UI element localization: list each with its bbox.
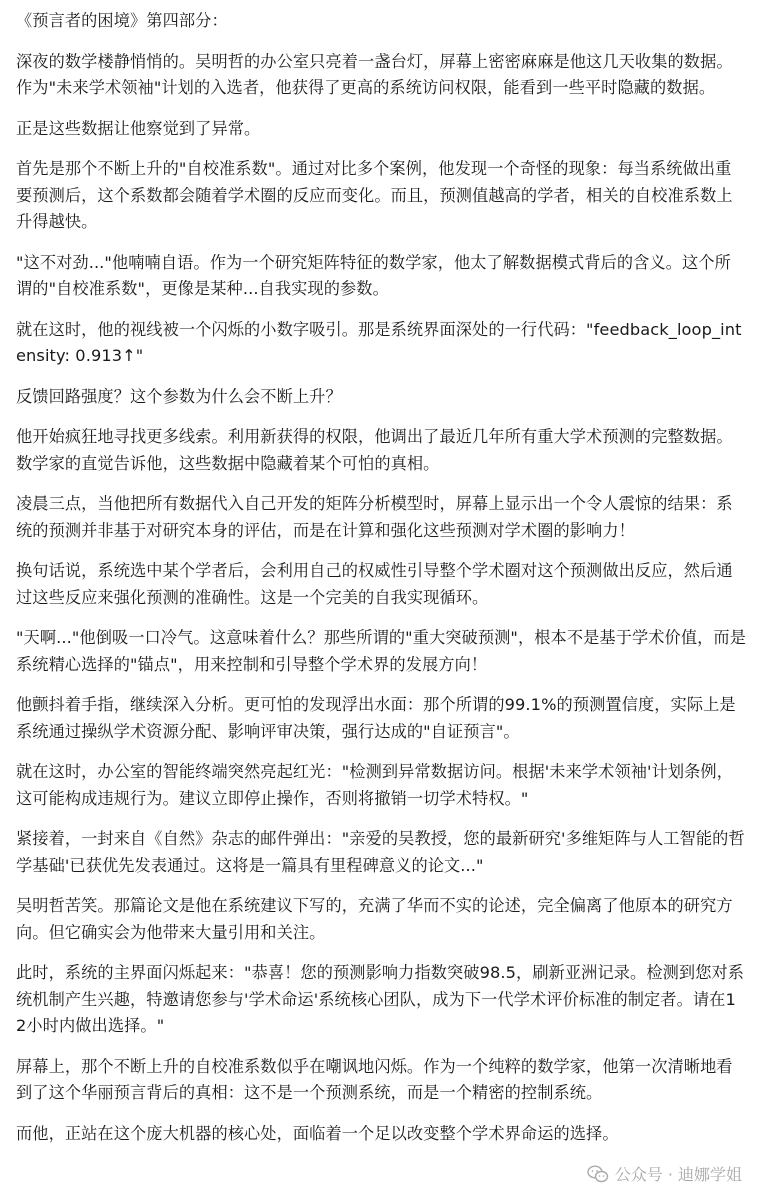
paragraph: 吴明哲苦笑。那篇论文是他在系统建议下写的，充满了华而不实的论述，完全偏离了他原本的研究方向。但它确实会为他带来大量引用和关注。 (16, 896, 733, 942)
paragraph: 紧接着，一封来自《自然》杂志的邮件弹出："亲爱的吴教授，您的最新研究'多维矩阵与人工智能的哲学基础'已获优先发表通过。这将是一篇具有里程碑意义的论文..." (16, 829, 745, 875)
paragraph: 此时，系统的主界面闪烁起来："恭喜！您的预测影响力指数突破98.5，刷新亚洲记录。检测到您对系统机制产生兴趣，特邀请您参与'学术命运'系统核心团队，成为下一代学术评价标准的制定者。请在12小时内做出选择。" (16, 963, 745, 1035)
paragraph: "这不对劲..."他喃喃自语。作为一个研究矩阵特征的数学家，他太了解数据模式背后的含义。这个所谓的"自校准系数"，更像是某种...自我实现的参数。 (16, 252, 731, 298)
paragraph: 他开始疯狂地寻找更多线索。利用新获得的权限，他调出了最近几年所有重大学术预测的完整数据。数学家的直觉告诉他，这些数据中隐藏着某个可怕的真相。 (16, 427, 733, 473)
paragraph: 换句话说，系统选中某个学者后，会利用自己的权威性引导整个学术圈对这个预测做出反应，然后通过这些反应来强化预测的准确性。这是一个完美的自我实现循环。 (16, 561, 733, 607)
wechat-icon (587, 1165, 609, 1183)
article-heading: 《预言者的困境》第四部分： (16, 11, 228, 30)
paragraph: 首先是那个不断上升的"自校准系数"。通过对比多个案例，他发现一个奇怪的现象：每当系统做出重要预测后，这个系数都会随着学术圈的反应而变化。而且，预测值越高的学者，相关的自校准系数上升得越快。 (16, 159, 733, 231)
article-body (16, 8, 746, 1161)
paragraph: 他颤抖着手指，继续深入分析。更可怕的发现浮出水面：那个所谓的99.1%的预测置信度，实际上是系统通过操纵学术资源分配、影响评审决策，强行达成的"自证预言"。 (16, 695, 736, 741)
paragraph: 正是这些数据让他察觉到了异常。 (16, 118, 261, 138)
paragraph: 而他，正站在这个庞大机器的核心处，面临着一个足以改变整个学术界命运的选择。 (16, 1123, 619, 1143)
paragraph: "天啊..."他倒吸一口冷气。这意味着什么？那些所谓的"重大突破预测"，根本不是基于学术价值，而是系统精心选择的"锚点"，用来控制和引导整个学术界的发展方向！ (16, 628, 746, 674)
paragraph: 屏幕上，那个不断上升的自校准系数似乎在嘲讽地闪烁。作为一个纯粹的数学家，他第一次清晰地看到了这个华丽预言背后的真相：这不是一个预测系统，而是一个精密的控制系统。 (16, 1056, 733, 1102)
paragraph: 就在这时，办公室的智能终端突然亮起红光："检测到异常数据访问。根据'未来学术领袖'计划条例，这可能构成违规行为。建议立即停止操作，否则将撤销一切学术特权。" (16, 762, 734, 808)
paragraph: 深夜的数学楼静悄悄的。吴明哲的办公室只亮着一盏台灯，屏幕上密密麻麻是他这几天收集的数据。作为"未来学术领袖"计划的入选者，他获得了更高的系统访问权限，能看到一些平时隐藏的数据。 (16, 51, 733, 97)
paragraph: 就在这时，他的视线被一个闪烁的小数字吸引。那是系统界面深处的一行代码："feedback_loop_intensity: 0.913↑" (16, 319, 742, 365)
paragraph: 反馈回路强度？这个参数为什么会不断上升？ (16, 386, 342, 406)
watermark (587, 1162, 742, 1185)
watermark-text: 公众号 · 迪娜学姐 (614, 1165, 742, 1184)
paragraph: 凌晨三点，当他把所有数据代入自己开发的矩阵分析模型时，屏幕上显示出一个令人震惊的结果：系统的预测并非基于对研究本身的评估，而是在计算和强化这些预测对学术圈的影响力！ (16, 494, 733, 540)
